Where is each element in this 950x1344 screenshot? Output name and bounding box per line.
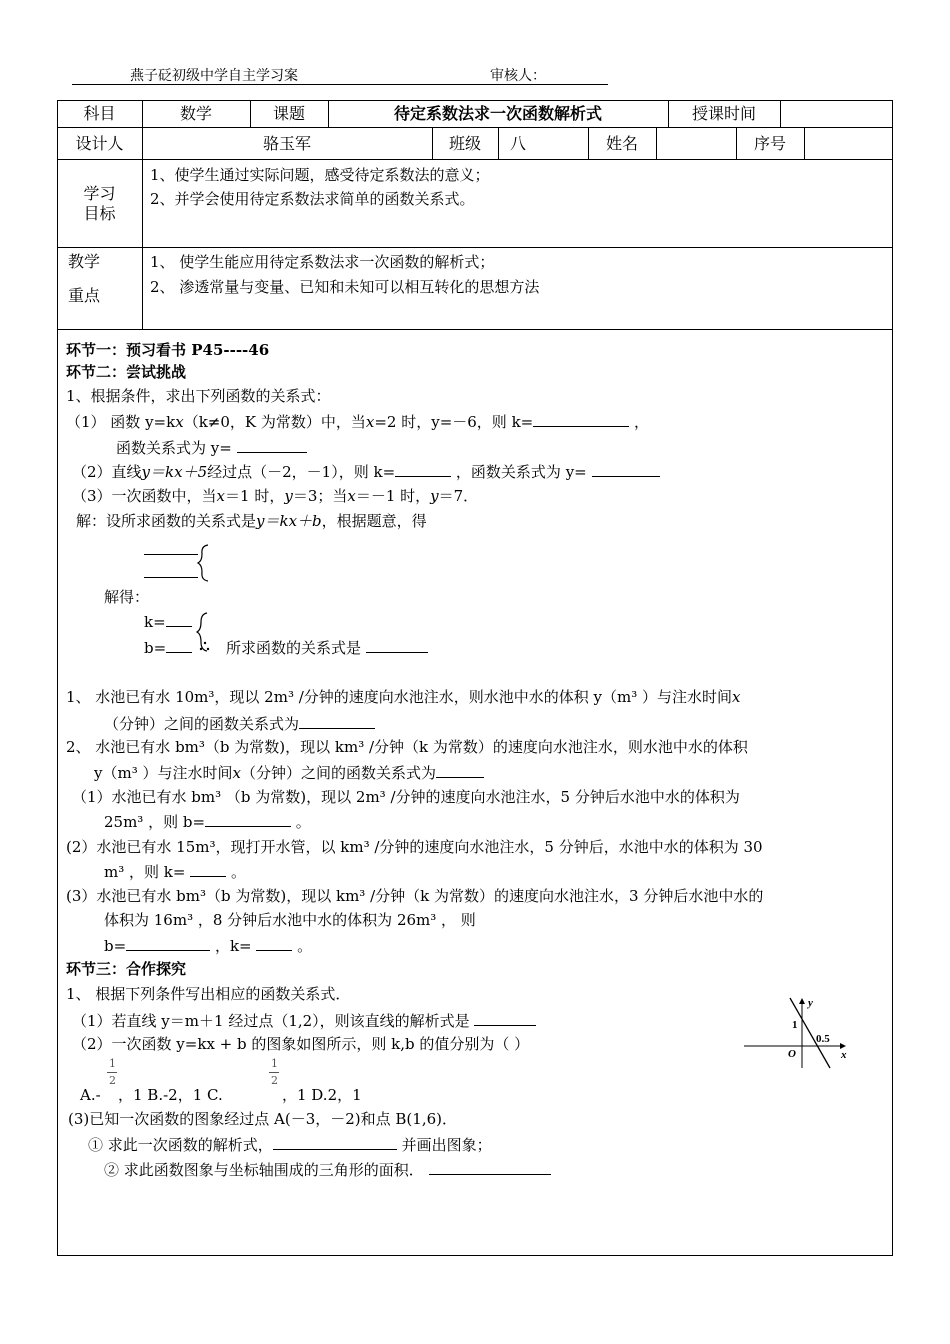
frac-den-a: 2 (109, 1074, 116, 1087)
subject-label: 科目 (83, 104, 116, 123)
name-label: 姓名 (605, 134, 638, 153)
linear-graph (740, 994, 856, 1070)
time-label: 授课时间 (691, 104, 756, 123)
table-rule (57, 127, 893, 128)
goal-label: 学习 目标 (83, 184, 116, 223)
options-bcd[interactable]: ，1 B.-2，1 C. (118, 1086, 223, 1104)
blank-eq1[interactable] (144, 554, 198, 555)
y-arrow-icon (799, 998, 805, 1004)
graph-intercept-y: 1 (792, 1019, 798, 1031)
table-rule (57, 247, 893, 248)
w2-line1: 2、 水池已有水 bm³（b 为常数)，现以 km³ /分钟（k 为常数）的速度向水池注水，则水池中水的体积 (66, 738, 748, 756)
k-result: k= (144, 610, 192, 633)
frac-bar (269, 1072, 279, 1073)
blank-func2[interactable] (592, 460, 660, 477)
seq-label: 序号 (753, 134, 786, 153)
p2-line1: (2）水池已有水 15m³，现打开水管，以 km³ /分钟的速度向水池注水，5 分钟后，水池中水的体积为 30 (66, 838, 763, 856)
designer-label: 设计人 (75, 134, 124, 153)
c1-2: （2）一次函数 y=kx + b 的图象如图所示，则 k,b 的值分别为（ ） (72, 1035, 530, 1053)
blank-func[interactable] (237, 436, 307, 453)
class-label: 班级 (448, 134, 481, 153)
p2-line2: m³ ，则 k= 。 (104, 860, 246, 883)
key-1: 1、 使学生能应用待定系数法求一次函数的解析式； (150, 253, 495, 271)
page-header (72, 64, 608, 85)
class-value: 八 (510, 134, 527, 153)
key-2: 2、 渗透常量与变量、已知和未知可以相互转化的思想方法 (150, 278, 540, 296)
section-3-title: 环节三：合作探究 (66, 960, 187, 978)
w2-line2: y（m³ ）与注水时间x（分钟）之间的函数关系式为 (94, 761, 484, 784)
frac-num-a: 1 (109, 1057, 116, 1070)
solution-line: 解：设所求函数的关系式是y＝kx＋b，根据题意，得 (76, 512, 427, 530)
p3-line2: 体积为 16m³ ，8 分钟后水池中水的体积为 26m³ ， 则 (104, 911, 476, 929)
section-2-title: 环节二：尝试挑战 (66, 363, 187, 381)
school-title: 燕子砭初级中学自主学习案 (130, 68, 298, 84)
topic-label: 课题 (272, 104, 305, 123)
table-rule (57, 159, 893, 160)
p3-line3: b= ，k= 。 (104, 934, 312, 957)
blank-k[interactable] (533, 410, 629, 427)
goal-1: 1、使学生通过实际问题，感受待定系数法的意义； (150, 166, 490, 184)
graph-y-label: y (808, 997, 813, 1009)
table-rule (780, 100, 781, 127)
q1-1-func: 函数关系式为 y= (116, 436, 307, 459)
q1-3: （3）一次函数中，当x＝1 时，y＝3；当x＝－1 时，y＝7． (72, 487, 479, 505)
solved-label: 解得： (104, 588, 150, 606)
table-rule (804, 127, 805, 159)
table-rule (57, 329, 893, 330)
frac-bar (107, 1072, 117, 1073)
w1-line1: 1、 水池已有水 10m³，现以 2m³ /分钟的速度向水池注水，则水池中水的体积 y（m³ ）与注水时间x (66, 688, 741, 706)
option-cd[interactable]: ，1 D.2，1 (282, 1086, 362, 1104)
p3-line1: (3）水池已有水 bm³（b 为常数)，现以 km³ /分钟（k 为常数）的速度向水池注水，3 分钟后水池中水的 (66, 887, 764, 905)
c1-1: （1）若直线 y＝m＋1 经过点（1,2），则该直线的解析式是 (72, 1009, 536, 1032)
subject-value: 数学 (179, 104, 212, 123)
q1-1: （1） 函数 y=kx（k≠0，K 为常数）中，当x=2 时，y=－6，则 k= ， (66, 410, 649, 433)
goal-2: 2、并学会使用待定系数法求简单的函数关系式。 (150, 190, 475, 208)
c1-3: (3)已知一次函数的图象经过点 A(－3，－2)和点 B(1,6)． (68, 1110, 457, 1128)
reviewer-label: 审核人： (490, 68, 546, 84)
p1-line1: （1）水池已有水 bm³ （b 为常数)，现以 2m³ /分钟的速度向水池注水，5 分钟后水池中水的体积为 (72, 788, 740, 806)
worksheet-frame (57, 100, 893, 1256)
graph-intercept-x: 0.5 (816, 1033, 830, 1045)
c1-3-2: ② 求此函数图象与坐标轴围成的三角形的面积． (104, 1158, 551, 1181)
graph-x-label: x (841, 1049, 847, 1061)
blank-eq2[interactable] (144, 577, 198, 578)
table-rule (498, 127, 499, 159)
p1-line2: 25m³ ，则 b= 。 (104, 810, 311, 833)
designer-value: 骆玉军 (262, 134, 311, 153)
brace-icon (196, 612, 210, 652)
frac-num-c: 1 (271, 1057, 278, 1070)
q1-title: 1、根据条件，求出下列函数的关系式： (66, 387, 331, 405)
brace-icon (196, 544, 212, 582)
w1-line2: （分钟）之间的函数关系式为 (104, 712, 375, 735)
topic-value: 待定系数法求一次函数解析式 (393, 104, 602, 123)
blank-k2[interactable] (395, 460, 451, 477)
section-1-title: 环节一：预习看书 P45----46 (66, 341, 270, 359)
b-result: b= (144, 636, 192, 659)
option-a[interactable]: A.- (80, 1086, 101, 1104)
c1-title: 1、 根据下列条件写出相应的函数关系式． (66, 985, 351, 1003)
key-label-2: 重点 (68, 286, 101, 305)
frac-den-c: 2 (271, 1074, 278, 1087)
result-line: 所求函数的关系式是 (226, 636, 428, 659)
graph-origin: O (788, 1048, 796, 1060)
q1-2: （2）直线y＝kx＋5经过点（－2，－1），则 k= ，函数关系式为 y= (72, 460, 660, 483)
c1-3-1: ① 求此一次函数的解析式， 并画出图象； (88, 1133, 492, 1156)
key-label-1: 教学 (68, 252, 101, 271)
table-rule (656, 127, 657, 159)
